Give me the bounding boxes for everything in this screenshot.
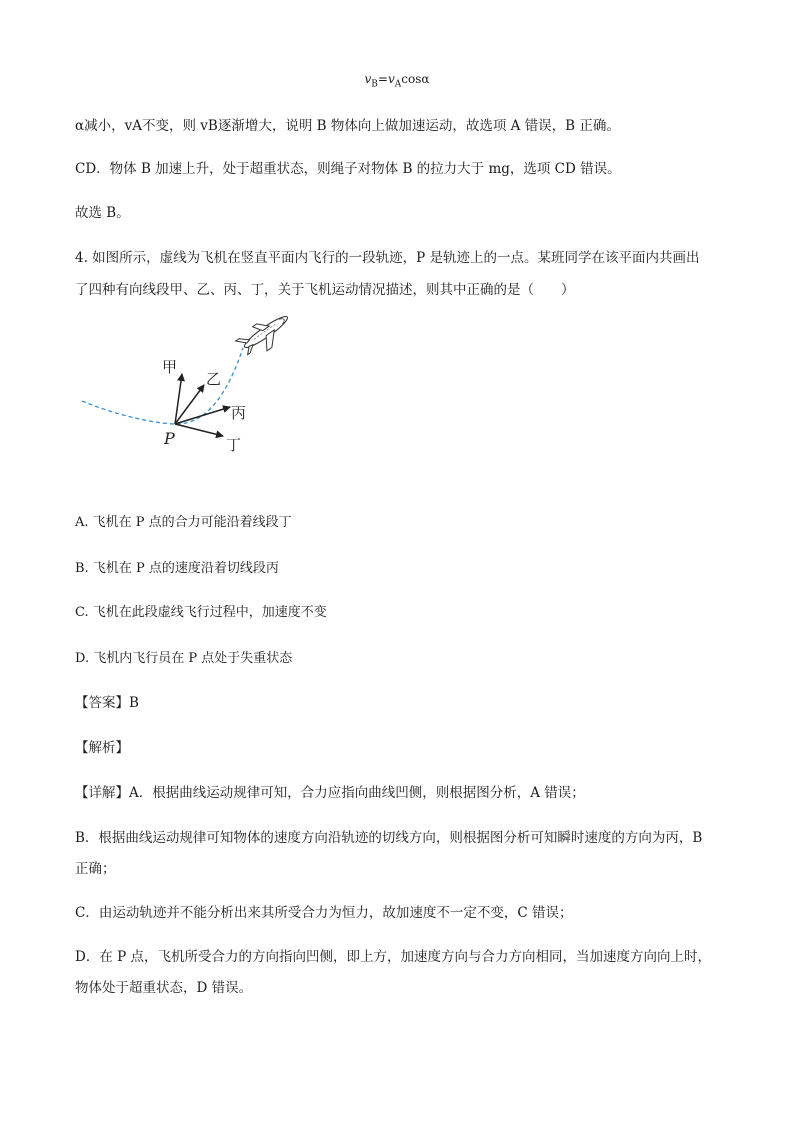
formula-rest: cosα [401, 72, 430, 86]
vector-bing [175, 407, 230, 424]
formula-eq: = [377, 72, 388, 86]
analysis-tag: 【解析】 [75, 740, 129, 756]
formula [0, 72, 794, 89]
answer-line [75, 691, 139, 711]
answer-tag: 【答案】 [75, 695, 129, 711]
label-p: P [164, 429, 175, 448]
analysis-line-1: 【详解】A．根据曲线运动规律可知，合力应指向曲线凹侧，则根据图分析，A 错误； [75, 785, 585, 801]
question-stem-line-1: 4. 如图所示，虚线为飞机在竖直平面内飞行的一段轨迹，P 是轨迹上的一点。某班同学在该平面内共画出 [75, 250, 700, 266]
analysis-line-3: 正确； [75, 861, 116, 877]
analysis-line-5: D．在 P 点，飞机所受合力的方向指向凹侧，即上方，加速度方向与合力方向相同，当加速度方向向上时， [75, 949, 711, 965]
analysis-line-4: C．由运动轨迹并不能分析出来其所受合力为恒力，故加速度不一定不变，C 错误； [75, 905, 573, 921]
label-jia: 甲 [162, 358, 178, 376]
prev-solution-line-2: CD．物体 B 加速上升，处于超重状态，则绳子对物体 B 的拉力大于 mg，选项 CD 错误。 [75, 161, 621, 177]
analysis-line-2: B．根据曲线运动规律可知物体的速度方向沿轨迹的切线方向，则根据图分析可知瞬时速度的方向为丙，B [75, 830, 703, 846]
formula-v: v [364, 72, 372, 86]
option-d: D. 飞机内飞行员在 P 点处于失重状态 [75, 651, 293, 666]
question-stem-line-2: 了四种有向线段甲、乙、丙、丁，关于飞机运动情况描述，则其中正确的是（ ） [75, 282, 575, 298]
option-c: C. 飞机在此段虚线飞行过程中，加速度不变 [75, 605, 327, 620]
analysis-line-6: 物体处于超重状态，D 错误。 [75, 980, 253, 996]
option-a: A. 飞机在 P 点的合力可能沿着线段丁 [75, 515, 292, 530]
airplane-icon [235, 312, 297, 362]
formula-sub-b: B [371, 79, 378, 90]
label-ding: 丁 [226, 436, 242, 454]
prev-solution-line-1: α减小，vA不变，则 vB逐渐增大，说明 B 物体向上做加速运动，故选项 A 错误，B 正确。 [75, 118, 620, 134]
trajectory-figure [78, 312, 318, 462]
vector-ding [175, 424, 223, 436]
prev-solution-line-3: 故选 B。 [75, 205, 130, 221]
option-b: B. 飞机在 P 点的速度沿着切线段丙 [75, 561, 279, 576]
label-bing: 丙 [231, 404, 247, 422]
answer-value: B [129, 695, 139, 711]
formula-v2: v [387, 72, 395, 86]
figure-svg [78, 312, 318, 462]
formula-sub-a: A [394, 79, 402, 90]
label-yi: 乙 [206, 370, 222, 388]
